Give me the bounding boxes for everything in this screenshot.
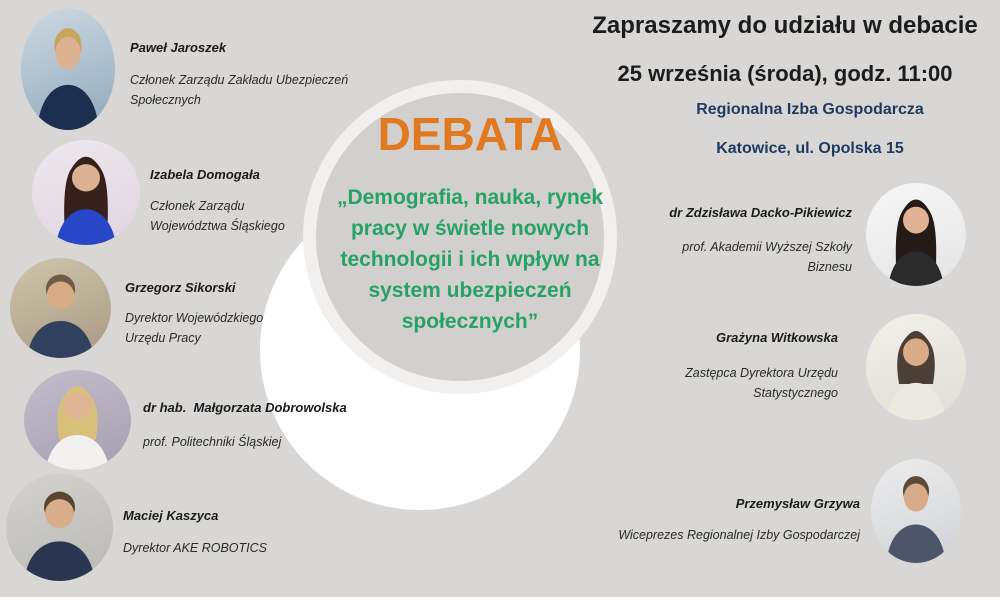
venue-address: Katowice, ul. Opolska 15 <box>716 140 904 157</box>
portrait-pawel-jaroszek <box>21 8 115 130</box>
speaker-title: Zastępca Dyrektora Urzędu Statystycznego <box>685 366 838 400</box>
portrait-przemyslaw-grzywa <box>871 459 961 563</box>
person-silhouette-icon <box>866 183 966 286</box>
speaker-name: Maciej Kaszyca <box>123 508 219 523</box>
portrait-malgorzata-dobrowolska <box>24 370 131 470</box>
speaker-title: Członek Zarządu Województwa Śląskiego <box>150 199 285 233</box>
speaker-title: prof. Akademii Wyższej Szkoły Biznesu <box>682 240 852 274</box>
portrait-zdzislawa-dacko-pikiewicz <box>866 183 966 286</box>
speaker-name: dr Zdzisława Dacko-Pikiewicz <box>669 205 852 220</box>
venue-name: Regionalna Izba Gospodarcza <box>696 101 924 118</box>
datetime-line: 25 września (środa), godz. 11:00 <box>617 61 953 86</box>
invite-line: Zapraszamy do udziału w debacie <box>592 12 978 39</box>
person-silhouette-icon <box>871 459 961 563</box>
debate-topic: „Demografia, nauka, rynek pracy w świetle nowych technologii i ich wpływ na system ubezpieczeń społecznych” <box>336 186 604 333</box>
venue-block <box>620 101 1000 158</box>
portrait-grazyna-witkowska <box>866 314 966 420</box>
speaker-title: Dyrektor AKE ROBOTICS <box>123 541 268 555</box>
speaker-title: Członek Zarządu Zakładu Ubezpieczeń Społecznych <box>130 73 349 107</box>
speaker-name: Paweł Jaroszek <box>130 40 227 55</box>
center-block <box>310 110 630 337</box>
portrait-izabela-domogala <box>32 140 140 245</box>
speaker-title: prof. Politechniki Śląskiej <box>143 435 282 449</box>
portrait-maciej-kaszyca <box>6 474 113 581</box>
person-silhouette-icon <box>24 370 131 470</box>
poster-title: DEBATA <box>377 108 563 160</box>
speaker-name: Grażyna Witkowska <box>716 330 838 345</box>
person-silhouette-icon <box>10 258 111 358</box>
person-silhouette-icon <box>21 8 115 130</box>
speaker-name: dr hab. Małgorzata Dobrowolska <box>143 400 347 415</box>
speaker-name: Przemysław Grzywa <box>735 496 860 511</box>
header-block <box>570 12 1000 87</box>
speaker-title: Wiceprezes Regionalnej Izby Gospodarczej <box>618 528 860 542</box>
speaker-name: Grzegorz Sikorski <box>125 280 236 295</box>
person-silhouette-icon <box>866 314 966 420</box>
person-silhouette-icon <box>32 140 140 245</box>
speaker-title: Dyrektor Wojewódzkiego Urzędu Pracy <box>125 311 264 345</box>
portrait-grzegorz-sikorski <box>10 258 111 358</box>
person-silhouette-icon <box>6 474 113 581</box>
speaker-name: Izabela Domogała <box>150 167 260 182</box>
